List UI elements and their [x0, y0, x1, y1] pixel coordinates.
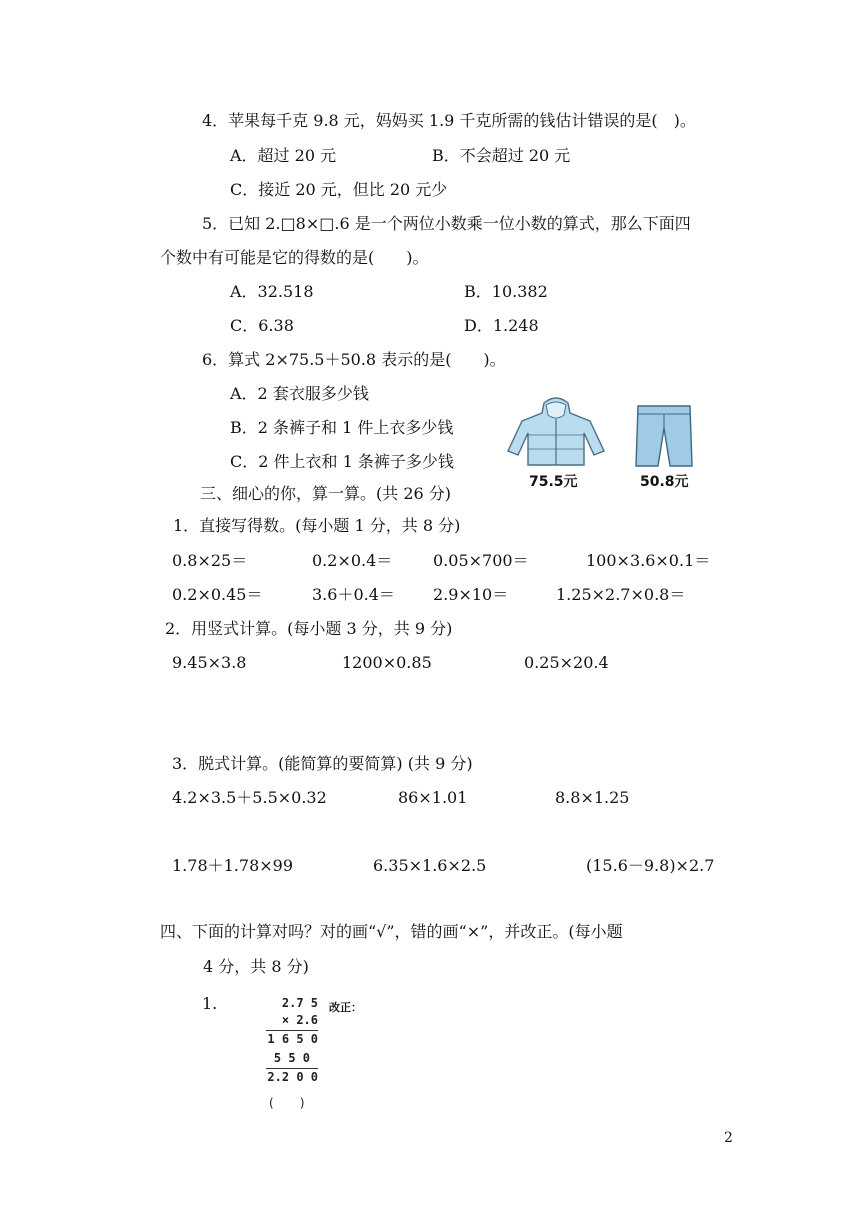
oral-calc-item: 2.9×10＝ — [433, 585, 509, 604]
vertical-calc-item: 0.25×20.4 — [524, 653, 609, 672]
step-calc-item: 6.35×1.6×2.5 — [373, 856, 487, 875]
oral-calc-item: 0.05×700＝ — [433, 551, 529, 570]
q6-option-c: C．2 件上衣和 1 条裤子多少钱 — [230, 452, 454, 471]
vertical-line-partial1: 1 6 5 0 — [267, 1032, 318, 1046]
vertical-line-multiplicand: 2.7 5 — [281, 996, 318, 1010]
judgement-paren: ( ) — [267, 1096, 306, 1110]
oral-calc-item: 3.6＋0.4＝ — [312, 585, 395, 604]
pants-price: 50.8元 — [640, 474, 689, 490]
vertical-divider — [266, 1030, 318, 1031]
vertical-line-result: 2.2 0 0 — [267, 1070, 318, 1084]
vertical-multiplication — [262, 996, 318, 1110]
step-calc-item: (15.6－9.8)×2.7 — [586, 856, 715, 875]
q5-option-d: D．1.248 — [464, 316, 539, 335]
oral-calc-item: 1.25×2.7×0.8＝ — [556, 585, 686, 604]
vertical-divider — [266, 1068, 318, 1069]
step-calc-item: 4.2×3.5＋5.5×0.32 — [172, 788, 327, 807]
vertical-line-partial2: 5 5 0 — [273, 1051, 310, 1065]
q5-option-b: B．10.382 — [464, 282, 548, 301]
q6-option-a: A．2 套衣服多少钱 — [230, 384, 369, 403]
q5-stem-line2: 个数中有可能是它的得数的是( )。 — [160, 248, 429, 267]
section3-part2-title: 2．用竖式计算。(每小题 3 分，共 9 分) — [165, 619, 453, 638]
section3-part1-title: 1．直接写得数。(每小题 1 分，共 8 分) — [173, 516, 461, 535]
section3-title: 三、细心的你，算一算。(共 26 分) — [200, 484, 452, 503]
q4-option-b: B．不会超过 20 元 — [432, 146, 571, 165]
pants-image — [634, 402, 694, 470]
step-calc-item: 86×1.01 — [398, 788, 468, 807]
q5-option-a: A．32.518 — [230, 282, 314, 301]
section4-title-line2: 4 分，共 8 分) — [203, 957, 309, 976]
q5-option-c: C．6.38 — [230, 316, 294, 335]
q4-option-a: A．超过 20 元 — [230, 146, 337, 165]
vertical-line-multiplier: × 2.6 — [281, 1013, 318, 1027]
oral-calc-item: 0.2×0.4＝ — [312, 551, 393, 570]
oral-calc-item: 100×3.6×0.1＝ — [586, 551, 711, 570]
section4-item1-label: 1. — [202, 994, 218, 1013]
step-calc-item: 1.78＋1.78×99 — [172, 856, 294, 875]
oral-calc-item: 0.8×25＝ — [172, 551, 248, 570]
q6-option-b: B．2 条裤子和 1 件上衣多少钱 — [230, 418, 454, 437]
q6-stem: 6．算式 2×75.5＋50.8 表示的是( )。 — [202, 350, 506, 369]
page-number: 2 — [724, 1130, 733, 1146]
section3-part3-title: 3．脱式计算。(能简算的要简算) (共 9 分) — [172, 754, 473, 773]
jacket-price: 75.5元 — [529, 474, 578, 490]
q4-option-c: C．接近 20 元，但比 20 元少 — [230, 180, 448, 199]
oral-calc-item: 0.2×0.45＝ — [172, 585, 263, 604]
vertical-calc-item: 9.45×3.8 — [172, 653, 247, 672]
jacket-image — [506, 395, 606, 471]
section4-title-line1: 四、下面的计算对吗？对的画“√”，错的画“×”，并改正。(每小题 — [160, 922, 623, 941]
step-calc-item: 8.8×1.25 — [555, 788, 630, 807]
vertical-calc-item: 1200×0.85 — [342, 653, 432, 672]
q5-stem-line1: 5．已知 2.□8×□.6 是一个两位小数乘一位小数的算式，那么下面四 — [202, 214, 691, 233]
correction-label: 改正： — [329, 1001, 362, 1014]
q4-stem: 4．苹果每千克 9.8 元，妈妈买 1.9 千克所需的钱估计错误的是( )。 — [202, 111, 696, 130]
